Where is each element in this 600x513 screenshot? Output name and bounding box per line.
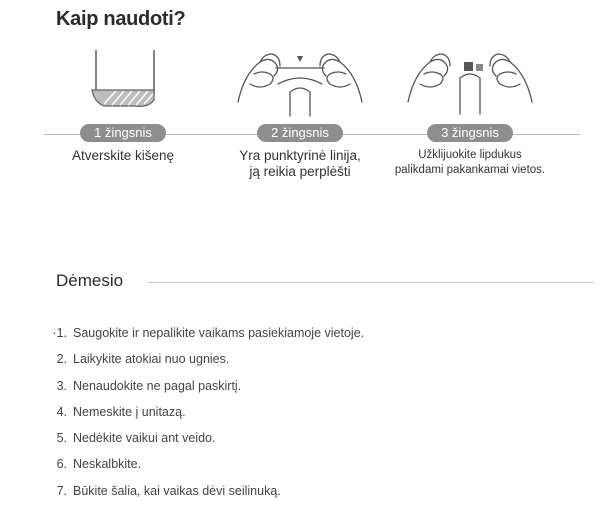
item-text: Nemeskite į unitazą. — [73, 404, 186, 419]
tear-hands-icon — [230, 44, 370, 120]
item-number: ·1. — [52, 326, 67, 340]
list-item — [44, 429, 364, 455]
item-text: Saugokite ir nepalikite vaikams pasiekiamoje vietoje. — [73, 326, 365, 340]
step-1 — [38, 44, 208, 164]
item-number: 2. — [56, 352, 67, 367]
pocket-icon — [78, 44, 168, 120]
item-number: 5. — [56, 431, 67, 446]
item-number: 4. — [56, 404, 67, 419]
list-item — [44, 455, 364, 481]
step-badge: 3 žingsnis — [427, 124, 513, 142]
list-item — [44, 350, 364, 376]
item-number: 6. — [56, 457, 67, 472]
step-text: Atverskite kišenę — [71, 148, 175, 163]
item-number: 7. — [56, 483, 67, 498]
item-text: Laikykite atokiai nuo ugnies. — [73, 352, 230, 367]
step-badge: 2 žingsnis — [257, 124, 343, 142]
item-text: Neskalbkite. — [73, 457, 142, 472]
item-text: Nenaudokite ne pagal paskirtį. — [73, 378, 242, 393]
warning-title: Dėmesio — [56, 271, 124, 290]
list-item — [44, 324, 364, 350]
step-text: Užklijuokite lipdukus palikdami pakankamai vietos. — [394, 149, 546, 176]
item-text: Būkite šalia, kai vaikas dėvi seilinuką. — [73, 483, 281, 498]
page-title: Kaip naudoti? — [56, 8, 186, 30]
list-item — [44, 482, 364, 508]
item-number: 3. — [56, 378, 67, 393]
sticker-hands-icon — [400, 44, 540, 120]
item-text: Nedėkite vaikui ant veido. — [73, 431, 216, 446]
list-item — [44, 403, 364, 429]
step-badge: 1 žingsnis — [80, 124, 166, 142]
list-item — [44, 377, 364, 403]
step-3 — [385, 44, 555, 178]
step-2 — [215, 44, 385, 180]
warning-list — [44, 324, 364, 508]
warning-divider — [148, 282, 594, 283]
step-text: Yra punktyrinė linija, ją reikia perplėšti — [239, 148, 361, 179]
